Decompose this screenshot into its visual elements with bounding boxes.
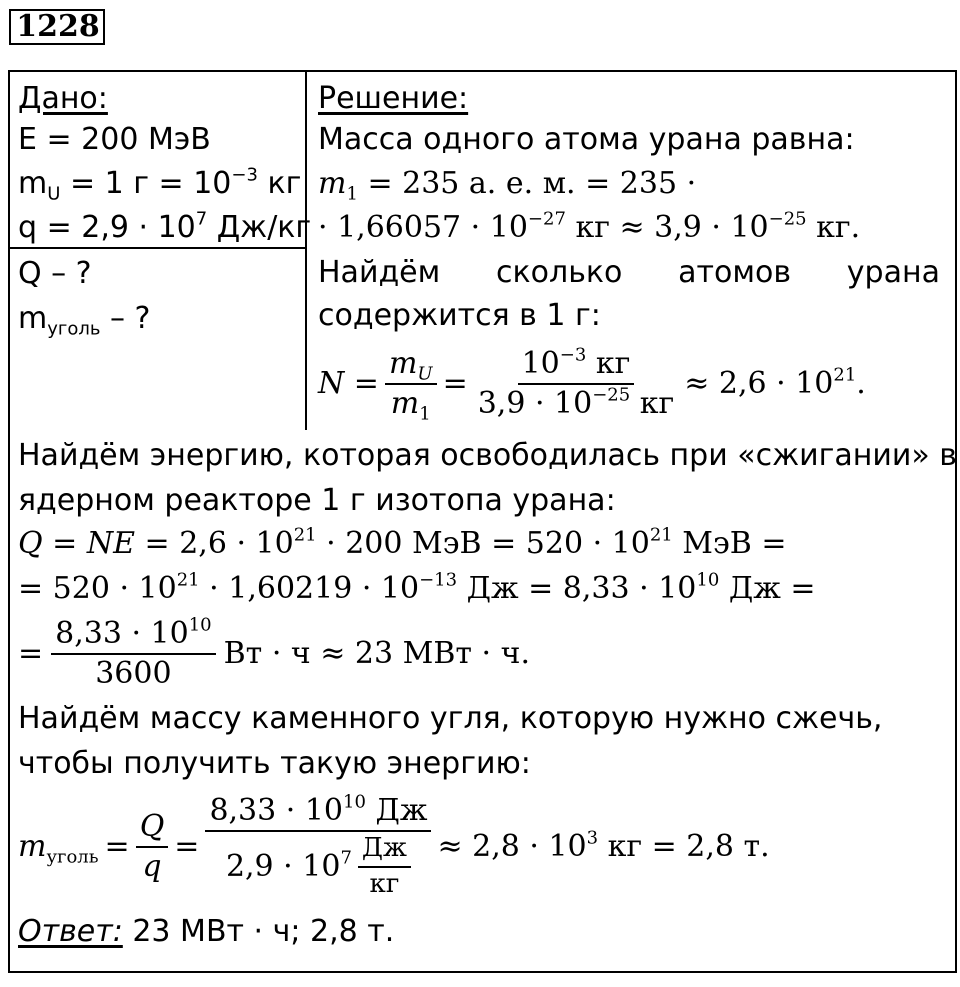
equation-energy-1: Q = NE = $2,6 \cdot 10^{21} \cdot 200$ МэВ = $520 \cdot 10^{21}$ МэВ = bbox=[18, 524, 787, 561]
energy-text-line2: ядерном реакторе 1 г изотопа урана: bbox=[18, 483, 616, 518]
equation-coal-mass: $m_{уголь}$ = $\frac{Q}{q}$ = $8,33 \cdot 10^{10}$ Дж $2,9 \cdot 10^7$ $\frac{Дж}{кг}$ ≈ $2,8 \cdot 10^3$ кг = 2,8 т. bbox=[18, 791, 770, 900]
solution-heading: Решение: bbox=[318, 81, 469, 116]
find-coal-mass: $m_{уголь}$ – ? bbox=[18, 301, 151, 340]
solution-line-atom-mass: Масса одного атома урана равна: bbox=[318, 122, 855, 157]
given-mass-uranium: $m_U = 1$ $г = 10^{-3}$ кг bbox=[18, 164, 302, 205]
answer-label: Ответ: bbox=[18, 914, 123, 949]
equation-m1: $m_1 = 235$ а. е. м. = 235 · bbox=[318, 166, 697, 205]
given-heat-of-combustion: $q = 2,9 \cdot 10^7$ Дж/кг bbox=[18, 208, 312, 245]
solution-line-count-atoms: Найдём сколько атомов урана bbox=[318, 255, 940, 290]
given-find-divider bbox=[10, 247, 307, 249]
equation-energy-3: = $\frac{8,33 \cdot 10^{10}}{3600}$ Вт · ч ≈ 23 МВт · ч. bbox=[18, 613, 530, 691]
answer-text: 23 МВт · ч; 2,8 т. bbox=[122, 914, 395, 949]
equation-number-of-atoms: N = $\frac{m_U}{m_1}$ = $\frac{10^{-3} кг}{3,9 \cdot 10^{-25} кг}$ ≈ $2,6 \cdot 10^{21}$. bbox=[318, 343, 866, 425]
column-divider bbox=[305, 72, 307, 430]
given-energy: E = 200 МэВ bbox=[18, 122, 211, 157]
equation-energy-2: = $520 \cdot 10^{21} \cdot 1,60219 \cdot 10^{-13}$ Дж = $8,33 \cdot 10^{10}$ Дж = bbox=[18, 569, 816, 606]
coal-text-line1: Найдём массу каменного угля, которую нужно сжечь, bbox=[18, 701, 883, 736]
given-heading: Дано: bbox=[18, 81, 108, 116]
coal-text-line2: чтобы получить такую энергию: bbox=[18, 746, 531, 781]
energy-text-line1: Найдём энергию, которая освободилась при «сжигании» в bbox=[18, 438, 957, 473]
solution-line-contained: содержится в 1 г: bbox=[318, 298, 601, 333]
problem-number: 1228 bbox=[9, 9, 105, 45]
answer-line bbox=[18, 916, 394, 948]
equation-m1-continued: · $1,66057 \cdot 10^{-27}$ кг ≈ $3,9 \cdot 10^{-25}$ кг. bbox=[318, 208, 861, 245]
find-energy: Q – ? bbox=[18, 256, 92, 291]
